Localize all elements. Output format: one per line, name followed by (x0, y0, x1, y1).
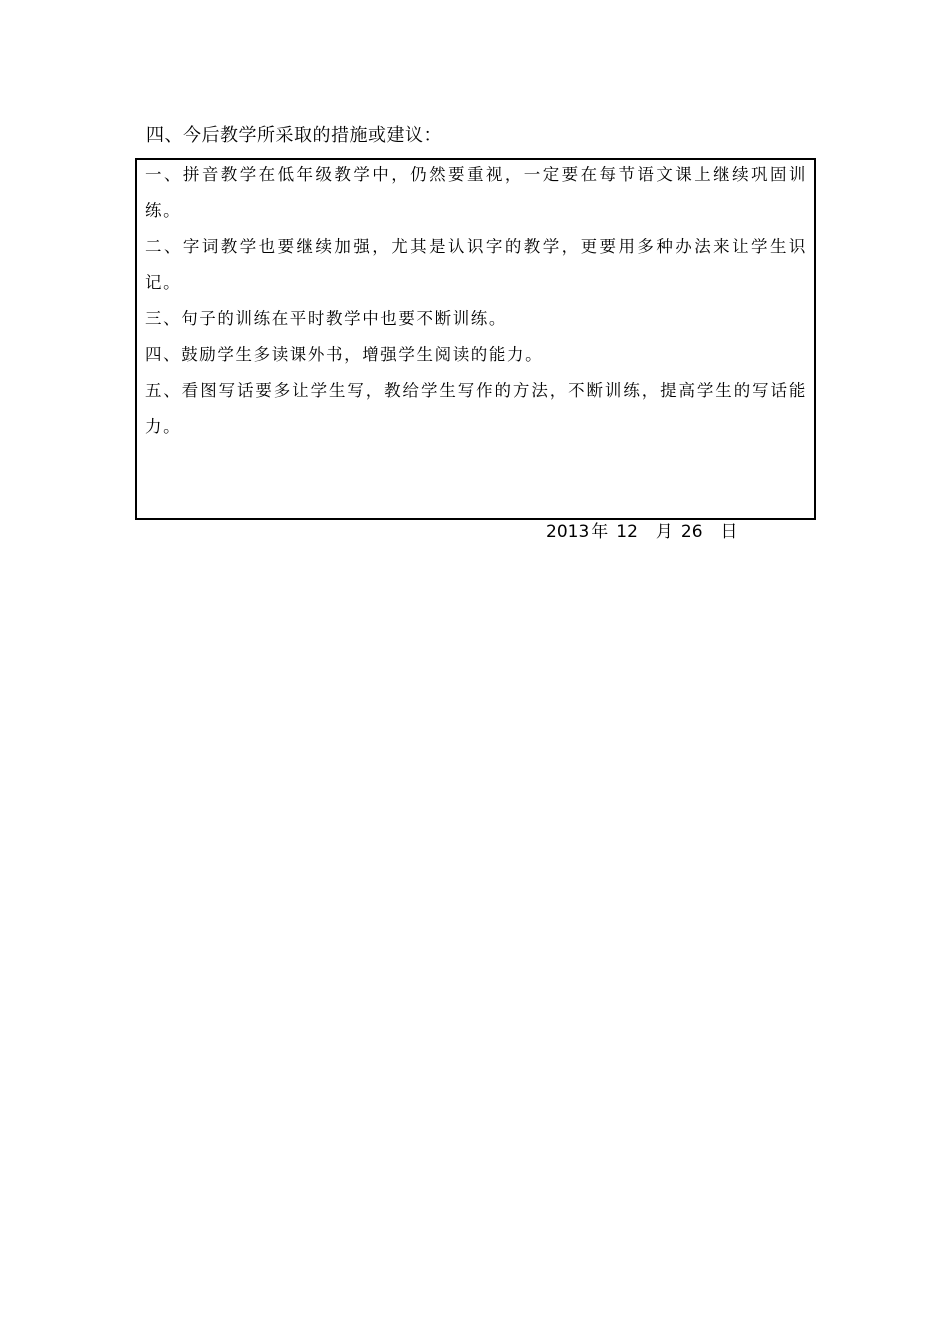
suggestion-item-1: 一、拼音教学在低年级教学中，仍然要重视，一定要在每节语文课上继续巩固训练。 (145, 165, 807, 220)
suggestion-item-2: 二、字词教学也要继续加强，尤其是认识字的教学，更要用多种办法来让学生识记。 (145, 237, 807, 292)
date-line (546, 519, 738, 545)
date-year: 2013 (546, 522, 590, 542)
suggestion-item-3: 三、句子的训练在平时教学中也要不断训练。 (145, 309, 507, 328)
suggestion-item-5: 五、看图写话要多让学生写，教给学生写作的方法，不断训练，提高学生的写话能力。 (145, 381, 807, 436)
date-day-unit: 日 (720, 522, 738, 542)
date-month-unit: 月 (655, 522, 673, 542)
date-month: 12 (616, 522, 638, 542)
date-day: 26 (680, 522, 703, 542)
suggestion-item-4: 四、鼓励学生多读课外书，增强学生阅读的能力。 (145, 345, 544, 364)
suggestions-box (135, 158, 816, 520)
section-heading: 四、今后教学所采取的措施或建议： (146, 125, 442, 146)
date-year-unit: 年 (591, 522, 609, 542)
